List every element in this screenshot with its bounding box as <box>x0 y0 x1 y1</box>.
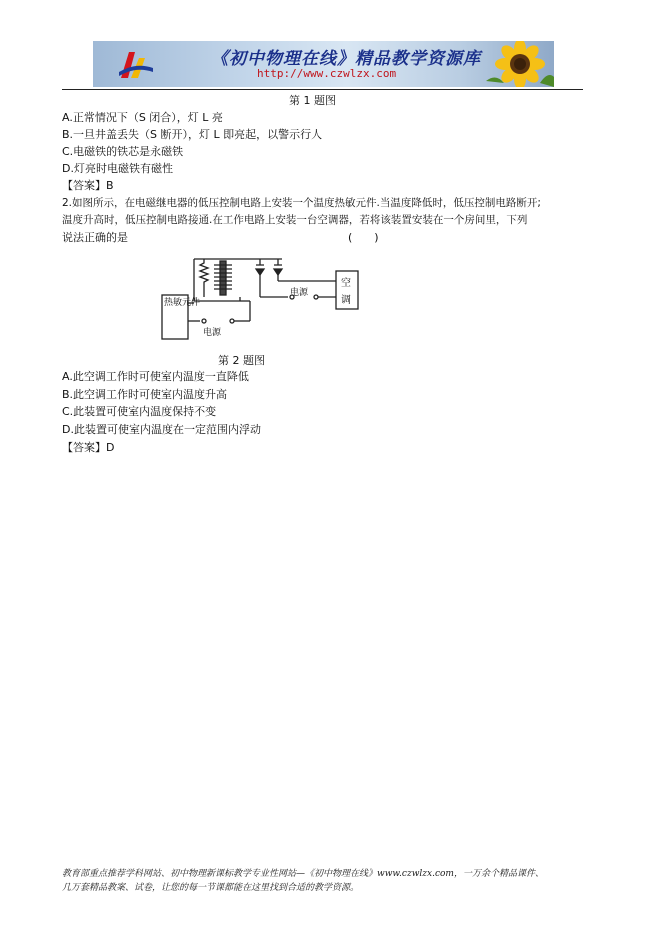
q2-answer-bracket: ( ) <box>348 231 379 244</box>
banner-url[interactable]: http://www.czwlzx.com <box>257 67 397 80</box>
relay-coil <box>214 265 232 289</box>
header-divider <box>62 89 583 90</box>
figure2-caption: 第 2 题图 <box>218 354 265 367</box>
sunflower-icon <box>486 41 554 87</box>
q2-option-a: A.此空调工作时可使室内温度一直降低 <box>62 370 249 383</box>
q1-option-c: C.电磁铁的铁芯是永磁铁 <box>62 145 184 158</box>
q2-text-line-3: 说法正确的是 <box>62 231 128 244</box>
q1-option-d: D.灯亮时电磁铁有磁性 <box>62 162 173 175</box>
low-voltage-power-label: 电源 <box>203 328 222 338</box>
q2-option-c: C.此装置可使室内温度保持不变 <box>62 405 217 418</box>
q1-option-a: A.正常情况下（S 闭合），灯 L 亮 <box>62 111 223 124</box>
spring-icon <box>200 259 208 297</box>
q2-text-line-1: 2.如图所示，在电磁继电器的低压控制电路上安装一个温度热敏元件.当温度降低时，低压控制电路断开; <box>62 197 541 209</box>
relay-contacts <box>256 259 282 265</box>
q2-answer: 【答案】D <box>62 441 115 454</box>
header-banner <box>93 41 554 87</box>
relay-core <box>220 261 226 295</box>
ac-label-top: 空 <box>341 278 351 289</box>
ac-label-bottom: 调 <box>341 295 351 306</box>
q2-option-d: D.此装置可使室内温度在一定范围内浮动 <box>62 423 261 436</box>
figure1-caption: 第 1 题图 <box>289 94 336 107</box>
q2-option-b: B.此空调工作时可使室内温度升高 <box>62 388 228 401</box>
footer-line-2: 几万套精品教案、试卷，让您的每一节课都能在这里找到合适的教学资源。 <box>62 883 360 893</box>
q2-text-line-2: 温度升高时，低压控制电路接通.在工作电路上安装一台空调器，若将该装置安装在一个房间里，下列 <box>62 214 528 226</box>
site-logo-icon <box>119 48 153 80</box>
q1-answer: 【答案】B <box>62 179 114 192</box>
footer-line-1: 教育部重点推荐学科网站、初中物理新课标教学专业性网站—《初中物理在线》www.czwlzx.com，一万余个精品课件、 <box>62 869 544 879</box>
banner-title: 《初中物理在线》精品教学资源库 <box>211 49 481 69</box>
thermistor-label: 热敏元件 <box>164 298 201 308</box>
working-power-label: 电源 <box>290 288 309 298</box>
q1-option-b: B.一旦井盖丢失（S 断开），灯 L 即亮起，以警示行人 <box>62 128 323 141</box>
